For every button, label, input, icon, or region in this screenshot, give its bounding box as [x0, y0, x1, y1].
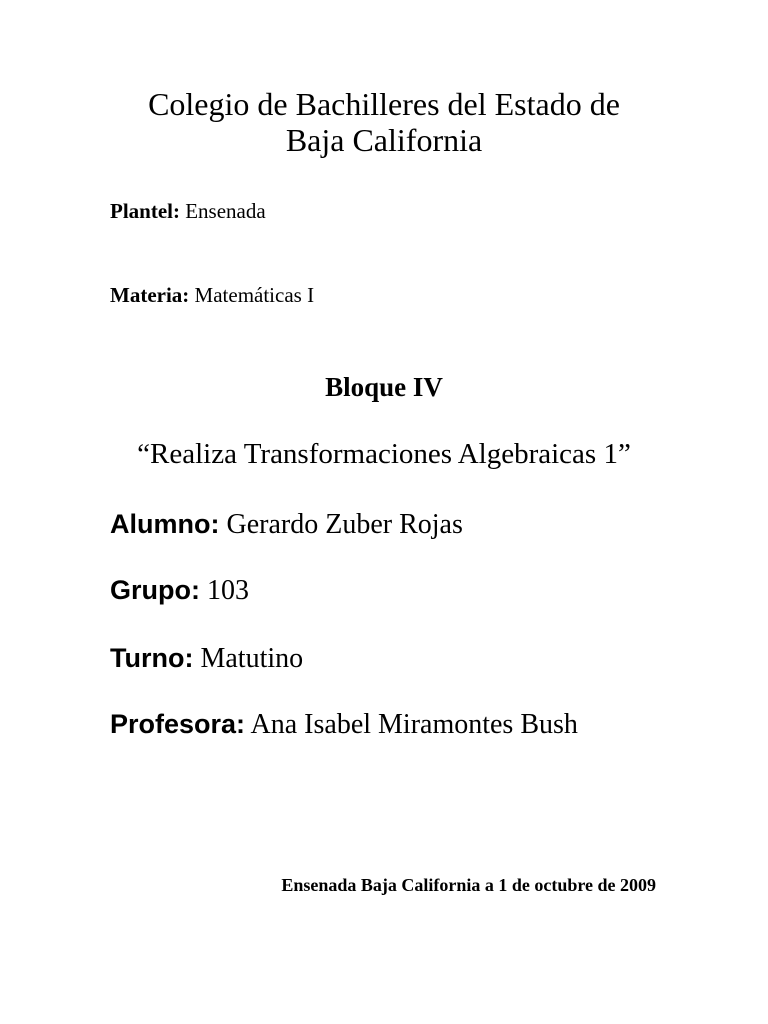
- turno-field: [110, 640, 303, 677]
- grupo-label: Grupo:: [110, 575, 200, 605]
- turno-value: Matutino: [200, 643, 304, 674]
- title-line-1: Colegio de Bachilleres del Estado de: [148, 86, 620, 122]
- alumno-label: Alumno:: [110, 509, 220, 539]
- plantel-value: Ensenada: [185, 199, 266, 223]
- profesora-value: Ana Isabel Miramontes Bush: [250, 709, 578, 740]
- alumno-value: Gerardo Zuber Rojas: [226, 509, 463, 540]
- place-date-footer: Ensenada Baja California a 1 de octubre de 2009: [281, 875, 656, 895]
- alumno-field: [110, 506, 463, 543]
- document-title: [0, 86, 768, 158]
- plantel-field: [110, 198, 266, 224]
- assignment-title: “Realiza Transformaciones Algebraicas 1”: [137, 438, 631, 470]
- materia-field: [110, 282, 314, 308]
- bloque-heading: Bloque IV: [325, 372, 443, 402]
- grupo-field: [110, 572, 249, 609]
- materia-label: Materia:: [110, 283, 190, 307]
- grupo-value: 103: [206, 575, 249, 606]
- plantel-label: Plantel:: [110, 199, 180, 223]
- turno-label: Turno:: [110, 643, 194, 673]
- profesora-field: [110, 706, 578, 743]
- profesora-label: Profesora:: [110, 709, 246, 739]
- title-line-2: Baja California: [285, 122, 483, 158]
- materia-value: Matemáticas I: [194, 283, 315, 307]
